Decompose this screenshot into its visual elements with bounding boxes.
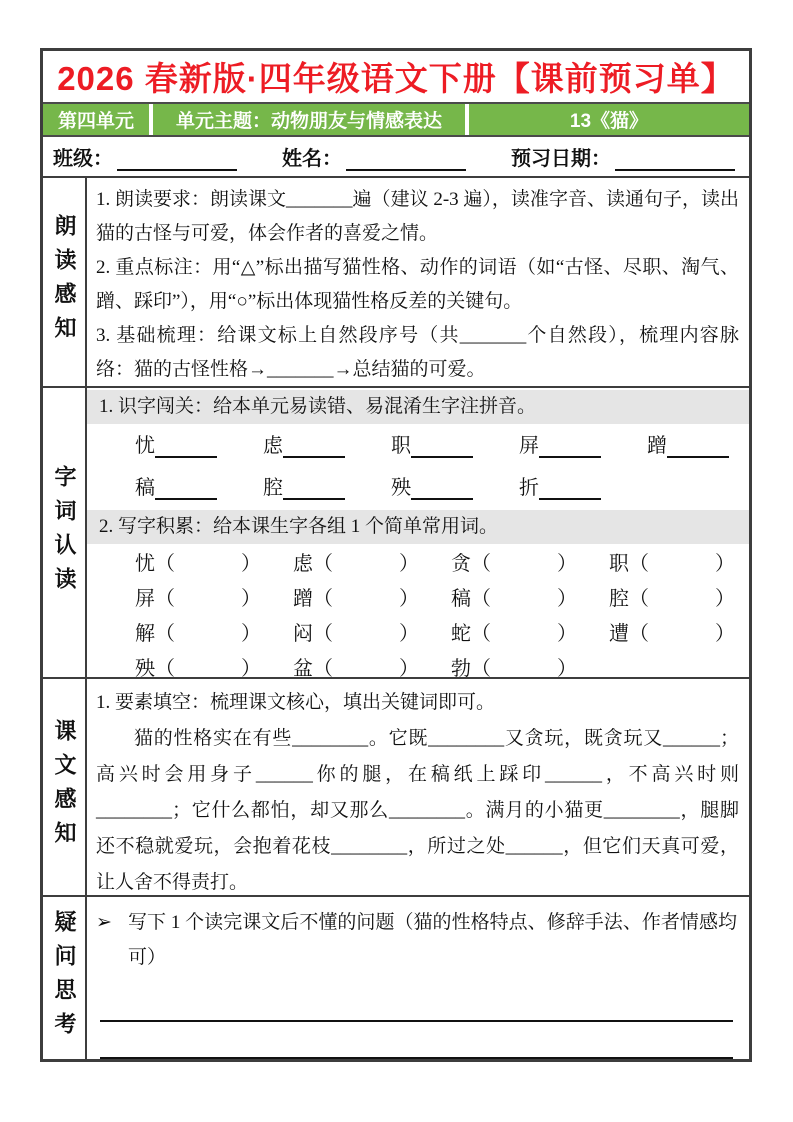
close-paren: ） <box>557 658 577 677</box>
close-paren: ） <box>557 623 577 645</box>
character-label: 忧 <box>135 435 155 457</box>
character-label: 蹭 <box>647 435 667 457</box>
section-reading-label: 朗读感知 <box>52 214 77 350</box>
section-questions-content <box>87 897 749 1059</box>
close-paren: ） <box>241 588 261 610</box>
pinyin-blank <box>155 480 217 500</box>
open-paren: （ <box>471 588 491 610</box>
character-label: 虑 <box>263 435 283 457</box>
section-words-content <box>87 388 749 677</box>
answer-gap <box>175 666 241 667</box>
pinyin-unit <box>391 429 473 458</box>
name-blank <box>346 149 466 171</box>
page-title: 2026 春新版·四年级语文下册【课前预习单】 <box>57 60 735 98</box>
character-label: 勃 <box>451 658 471 677</box>
name-label: 姓名： <box>282 147 342 170</box>
section-comprehension-content <box>87 679 749 895</box>
reading-item-1: 1. 朗读要求：朗读课文_______遍（建议 2-3 遍），读准字音、读通句子，读出猫的古怪与可爱，体会作者的喜爱之情。 <box>96 189 739 244</box>
reading-item-3: 3. 基础梳理：给课文标上自然段序号（共_______个自然段），梳理内容脉络：猫的古怪性格→_______→总结猫的可爱。 <box>96 325 739 380</box>
section-reading-label-cell <box>43 178 87 386</box>
close-paren: ） <box>557 553 577 575</box>
close-paren: ） <box>715 623 735 645</box>
close-paren: ） <box>399 553 419 575</box>
section-comprehension-label-cell <box>43 679 87 895</box>
character-label: 殃 <box>391 477 411 499</box>
character-label: 盆 <box>293 658 313 677</box>
character-label: 蹭 <box>293 588 313 610</box>
character-label: 贪 <box>451 553 471 575</box>
word-unit <box>609 617 749 646</box>
pinyin-unit <box>263 471 345 500</box>
student-info-row <box>43 137 749 178</box>
answer-line-2 <box>100 1022 733 1059</box>
word-row-3 <box>87 614 749 649</box>
character-label: 闷 <box>293 623 313 645</box>
unit-number-cell: 第四单元 <box>43 104 149 134</box>
answer-gap <box>649 596 715 597</box>
character-label: 屏 <box>519 435 539 457</box>
reading-item-2: 2. 重点标注：用“△”标出描写猫性格、动作的词语（如“古怪、尽职、淘气、蹭、踩印”），用“○”标出体现猫性格反差的关键句。 <box>96 257 739 312</box>
word-unit <box>135 582 293 611</box>
lesson-title-cell: 13《猫》 <box>469 104 749 134</box>
character-label: 稿 <box>135 477 155 499</box>
answer-gap <box>649 561 715 562</box>
character-label: 忧 <box>135 553 155 575</box>
answer-gap <box>333 561 399 562</box>
unit-theme-cell: 单元主题：动物朋友与情感表达 <box>153 104 465 134</box>
open-paren: （ <box>313 658 333 677</box>
answer-gap <box>491 631 557 632</box>
answer-gap <box>175 631 241 632</box>
comprehension-paragraph: 猫的性格实在有些________。它既________又贪玩，既贪玩又______；高兴时会用身子______你的腿，在稿纸上踩印______，不高兴时则________；它什么都怕，却又那么________。满月的小猫更________，腿脚还不稳就爱玩，会抱着花枝________，所过之处______，但它们天真可爱，让人舍不得责打。 <box>96 728 739 893</box>
word-row-1 <box>87 544 749 579</box>
answer-gap <box>649 631 715 632</box>
question-prompt-text: 写下 1 个读完课文后不懂的问题（猫的性格特点、修辞手法、作者情感均可） <box>128 912 737 968</box>
pinyin-blank <box>411 480 473 500</box>
close-paren: ） <box>241 553 261 575</box>
pinyin-unit <box>135 429 217 458</box>
character-label: 解 <box>135 623 155 645</box>
word-row-2 <box>87 579 749 614</box>
pinyin-unit <box>519 429 601 458</box>
open-paren: （ <box>313 553 333 575</box>
character-label: 职 <box>609 553 629 575</box>
answer-line-1 <box>100 985 733 1022</box>
close-paren: ） <box>241 658 261 677</box>
close-paren: ） <box>241 623 261 645</box>
answer-gap <box>333 631 399 632</box>
word-unit <box>451 582 609 611</box>
word-unit <box>451 547 609 576</box>
open-paren: （ <box>471 553 491 575</box>
word-unit <box>609 582 749 611</box>
open-paren: （ <box>155 658 175 677</box>
character-label: 殃 <box>135 658 155 677</box>
reading-instructions <box>87 178 749 386</box>
word-unit <box>293 617 451 646</box>
answer-gap <box>333 666 399 667</box>
word-unit <box>293 582 451 611</box>
word-unit <box>135 547 293 576</box>
date-label: 预习日期： <box>511 147 611 170</box>
character-label: 腔 <box>263 477 283 499</box>
name-field <box>282 142 466 171</box>
worksheet-sheet <box>40 48 752 1062</box>
pinyin-blank <box>155 438 217 458</box>
pinyin-unit <box>519 471 601 500</box>
pinyin-blank <box>539 480 601 500</box>
character-label: 腔 <box>609 588 629 610</box>
class-label: 班级： <box>53 147 113 170</box>
pinyin-blank <box>667 438 729 458</box>
answer-gap <box>491 561 557 562</box>
class-field <box>53 142 237 171</box>
question-prompt <box>96 905 737 975</box>
character-label: 屏 <box>135 588 155 610</box>
word-unit <box>135 652 293 677</box>
close-paren: ） <box>715 553 735 575</box>
word-unit <box>293 547 451 576</box>
close-paren: ） <box>399 623 419 645</box>
pinyin-unit <box>263 429 345 458</box>
close-paren: ） <box>399 588 419 610</box>
pinyin-unit <box>647 429 729 458</box>
character-label: 遭 <box>609 623 629 645</box>
date-field <box>511 142 735 171</box>
open-paren: （ <box>629 623 649 645</box>
pinyin-unit <box>391 471 473 500</box>
pinyin-task-band: 1. 识字闯关：给本单元易读错、易混淆生字注拼音。 <box>87 390 749 424</box>
character-label: 职 <box>391 435 411 457</box>
answer-gap <box>491 666 557 667</box>
section-reading-content <box>87 178 749 386</box>
close-paren: ） <box>715 588 735 610</box>
pinyin-blank <box>411 438 473 458</box>
open-paren: （ <box>313 623 333 645</box>
word-task-band: 2. 写字积累：给本课生字各组 1 个简单常用词。 <box>87 510 749 544</box>
arrow-bullet-icon: ➢ <box>96 912 112 933</box>
section-words-label: 字词认读 <box>52 464 77 601</box>
open-paren: （ <box>471 658 491 677</box>
pinyin-blank <box>283 438 345 458</box>
open-paren: （ <box>313 588 333 610</box>
character-label: 蛇 <box>451 623 471 645</box>
pinyin-unit <box>135 471 217 500</box>
open-paren: （ <box>155 553 175 575</box>
open-paren: （ <box>629 588 649 610</box>
section-reading <box>43 178 749 388</box>
open-paren: （ <box>155 623 175 645</box>
section-questions-label-cell <box>43 897 87 1059</box>
section-words-label-cell <box>43 388 87 677</box>
word-unit <box>451 617 609 646</box>
answer-gap <box>175 561 241 562</box>
word-unit <box>451 652 609 677</box>
class-blank <box>117 149 237 171</box>
section-comprehension <box>43 679 749 897</box>
comprehension-task: 1. 要素填空：梳理课文核心，填出关键词即可。 <box>96 692 496 713</box>
answer-gap <box>333 596 399 597</box>
unit-header-bar <box>43 102 749 136</box>
pinyin-row-2 <box>87 466 749 508</box>
section-words <box>43 388 749 679</box>
word-unit <box>135 617 293 646</box>
word-row-4 <box>87 649 749 677</box>
pinyin-blank <box>283 480 345 500</box>
date-blank <box>615 149 735 171</box>
answer-gap <box>175 596 241 597</box>
character-label: 稿 <box>451 588 471 610</box>
word-unit <box>293 652 451 677</box>
pinyin-row-1 <box>87 424 749 466</box>
section-comprehension-label: 课文感知 <box>52 719 77 855</box>
open-paren: （ <box>629 553 649 575</box>
character-label: 虑 <box>293 553 313 575</box>
pinyin-blank <box>539 438 601 458</box>
section-questions-label: 疑问思考 <box>52 910 77 1046</box>
comprehension-body <box>87 679 749 895</box>
open-paren: （ <box>155 588 175 610</box>
section-questions <box>43 897 749 1059</box>
questions-body <box>87 897 749 1059</box>
word-unit <box>609 547 749 576</box>
close-paren: ） <box>399 658 419 677</box>
close-paren: ） <box>557 588 577 610</box>
character-label: 折 <box>519 477 539 499</box>
open-paren: （ <box>471 623 491 645</box>
answer-gap <box>491 596 557 597</box>
